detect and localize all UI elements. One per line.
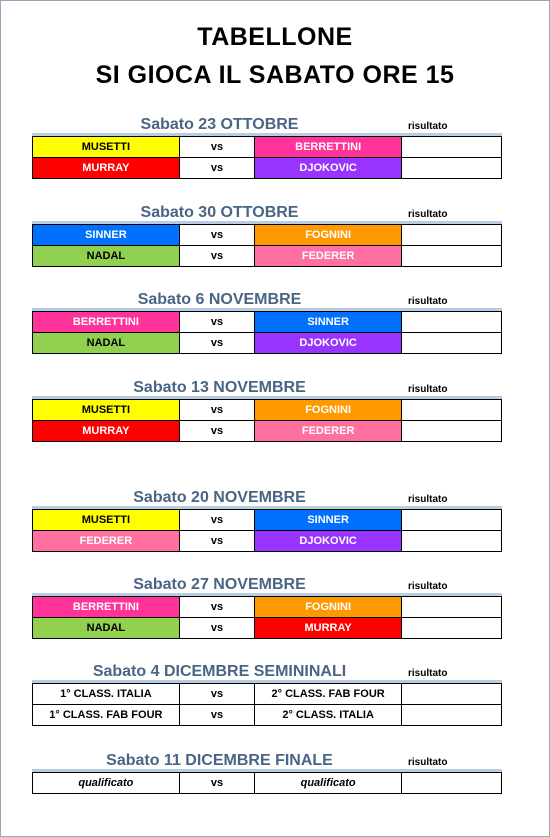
header-underline <box>32 506 502 509</box>
header-underline <box>32 680 502 683</box>
matches-table <box>32 136 502 179</box>
result-cell[interactable] <box>402 597 502 618</box>
result-cell[interactable] <box>402 333 502 354</box>
vs-cell[interactable]: vs <box>179 597 255 618</box>
match-date: Sabato 20 NOVEMBRE <box>133 489 306 506</box>
away-player-cell[interactable]: FOGNINI <box>255 597 402 618</box>
result-cell[interactable] <box>402 773 502 794</box>
result-cell[interactable] <box>402 312 502 333</box>
away-player-cell[interactable]: SINNER <box>255 510 402 531</box>
result-label: risultato <box>408 209 448 220</box>
vs-cell[interactable]: vs <box>179 137 255 158</box>
away-player-cell[interactable]: FEDERER <box>255 246 402 267</box>
away-player-cell[interactable]: 2° CLASS. FAB FOUR <box>255 684 402 705</box>
match-date: Sabato 11 DICEMBRE FINALE <box>106 752 333 769</box>
vs-cell[interactable]: vs <box>179 246 255 267</box>
vs-cell[interactable]: vs <box>179 400 255 421</box>
result-label: risultato <box>408 494 448 505</box>
match-date: Sabato 27 NOVEMBRE <box>133 576 306 593</box>
result-cell[interactable] <box>402 421 502 442</box>
result-cell[interactable] <box>402 400 502 421</box>
result-cell[interactable] <box>402 684 502 705</box>
home-player-cell[interactable]: NADAL <box>33 333 180 354</box>
home-player-cell[interactable]: SINNER <box>33 225 180 246</box>
vs-cell[interactable]: vs <box>179 705 255 726</box>
vs-cell[interactable]: vs <box>179 773 255 794</box>
match-row <box>33 597 502 618</box>
match-day-section <box>32 377 502 442</box>
match-row <box>33 421 502 442</box>
match-date: Sabato 23 OTTOBRE <box>140 116 299 133</box>
match-date: Sabato 6 NOVEMBRE <box>137 291 302 308</box>
header-underline <box>32 221 502 224</box>
section-header <box>32 574 502 596</box>
match-day-section <box>32 661 502 726</box>
match-row <box>33 158 502 179</box>
home-player-cell[interactable]: qualificato <box>33 773 180 794</box>
home-player-cell[interactable]: MUSETTI <box>33 400 180 421</box>
page-title: TABELLONE <box>197 23 353 51</box>
match-row <box>33 773 502 794</box>
header-underline <box>32 308 502 311</box>
match-row <box>33 705 502 726</box>
match-day-section <box>32 750 502 794</box>
match-date: Sabato 13 NOVEMBRE <box>133 379 306 396</box>
away-player-cell[interactable]: MURRAY <box>255 618 402 639</box>
header-underline <box>32 769 502 772</box>
section-header <box>32 289 502 311</box>
match-row <box>33 531 502 552</box>
result-cell[interactable] <box>402 246 502 267</box>
matches-table <box>32 683 502 726</box>
matches-table <box>32 399 502 442</box>
header-underline <box>32 133 502 136</box>
vs-cell[interactable]: vs <box>179 158 255 179</box>
match-row <box>33 312 502 333</box>
page-subtitle: SI GIOCA IL SABATO ORE 15 <box>95 61 455 89</box>
section-header <box>32 487 502 509</box>
match-day-section <box>32 574 502 639</box>
vs-cell[interactable]: vs <box>179 618 255 639</box>
match-day-section <box>32 487 502 552</box>
vs-cell[interactable]: vs <box>179 421 255 442</box>
matches-table <box>32 772 502 794</box>
vs-cell[interactable]: vs <box>179 225 255 246</box>
matches-table <box>32 311 502 354</box>
home-player-cell[interactable]: MURRAY <box>33 158 180 179</box>
section-header <box>32 661 502 683</box>
home-player-cell[interactable]: MURRAY <box>33 421 180 442</box>
match-date: Sabato 30 OTTOBRE <box>140 204 299 221</box>
vs-cell[interactable]: vs <box>179 531 255 552</box>
result-label: risultato <box>408 757 448 768</box>
matches-table <box>32 224 502 267</box>
result-cell[interactable] <box>402 137 502 158</box>
away-player-cell[interactable]: DJOKOVIC <box>255 333 402 354</box>
header-underline <box>32 396 502 399</box>
result-label: risultato <box>408 121 448 132</box>
home-player-cell[interactable]: 1° CLASS. ITALIA <box>33 684 180 705</box>
result-cell[interactable] <box>402 510 502 531</box>
result-label: risultato <box>408 581 448 592</box>
match-date: Sabato 4 DICEMBRE SEMININALI <box>92 663 347 680</box>
section-header <box>32 750 502 772</box>
match-row <box>33 246 502 267</box>
match-row <box>33 510 502 531</box>
away-player-cell[interactable]: DJOKOVIC <box>255 158 402 179</box>
section-header <box>32 377 502 399</box>
away-player-cell[interactable]: 2° CLASS. ITALIA <box>255 705 402 726</box>
match-day-section <box>32 114 502 179</box>
match-row <box>33 333 502 354</box>
match-day-section <box>32 289 502 354</box>
home-player-cell[interactable]: 1° CLASS. FAB FOUR <box>33 705 180 726</box>
away-player-cell[interactable]: DJOKOVIC <box>255 531 402 552</box>
result-cell[interactable] <box>402 618 502 639</box>
matches-table <box>32 509 502 552</box>
match-row <box>33 618 502 639</box>
match-day-section <box>32 202 502 267</box>
home-player-cell[interactable]: MUSETTI <box>33 510 180 531</box>
vs-cell[interactable]: vs <box>179 333 255 354</box>
result-label: risultato <box>408 668 448 679</box>
match-row <box>33 225 502 246</box>
result-label: risultato <box>408 384 448 395</box>
result-label: risultato <box>408 296 448 307</box>
vs-cell[interactable]: vs <box>179 510 255 531</box>
match-row <box>33 400 502 421</box>
section-header <box>32 202 502 224</box>
match-row <box>33 137 502 158</box>
home-player-cell[interactable]: MUSETTI <box>33 137 180 158</box>
away-player-cell[interactable]: FEDERER <box>255 421 402 442</box>
match-row <box>33 684 502 705</box>
home-player-cell[interactable]: BERRETTINI <box>33 597 180 618</box>
header-underline <box>32 593 502 596</box>
matches-table <box>32 596 502 639</box>
vs-cell[interactable]: vs <box>179 684 255 705</box>
home-player-cell[interactable]: FEDERER <box>33 531 180 552</box>
result-cell[interactable] <box>402 531 502 552</box>
home-player-cell[interactable]: NADAL <box>33 618 180 639</box>
away-player-cell[interactable]: FOGNINI <box>255 400 402 421</box>
away-player-cell[interactable]: BERRETTINI <box>255 137 402 158</box>
away-player-cell[interactable]: qualificato <box>255 773 402 794</box>
away-player-cell[interactable]: SINNER <box>255 312 402 333</box>
section-header <box>32 114 502 136</box>
vs-cell[interactable]: vs <box>179 312 255 333</box>
result-cell[interactable] <box>402 705 502 726</box>
result-cell[interactable] <box>402 225 502 246</box>
home-player-cell[interactable]: BERRETTINI <box>33 312 180 333</box>
home-player-cell[interactable]: NADAL <box>33 246 180 267</box>
away-player-cell[interactable]: FOGNINI <box>255 225 402 246</box>
result-cell[interactable] <box>402 158 502 179</box>
